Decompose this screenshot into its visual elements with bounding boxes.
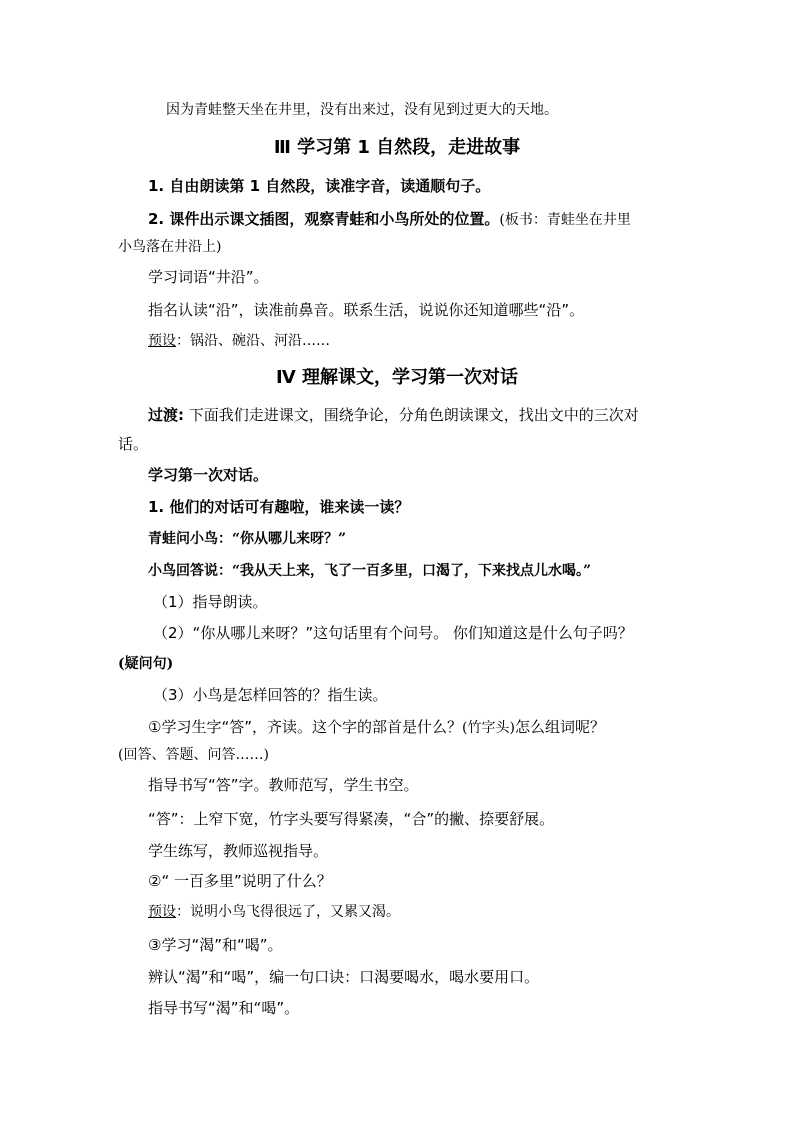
text-span: (板书：青蛙坐在井里 [499,212,631,228]
text-line: 学生练写，教师巡视指导。 [148,842,329,860]
text-line [148,331,330,351]
text-line: 话。 [118,435,149,453]
text-span: (竹字头) [462,720,515,736]
text-span: 预设 [148,904,176,920]
text-line: (疑问句) [118,656,174,672]
text-line: (回答、答题、问答……) [118,747,269,763]
text-line: 指导书写“渴”和“喝”。 [148,999,300,1017]
text-line: （2）“你从哪儿来呀？”这句话里有个问号。 你们知道这是什么句子吗？ [153,624,633,642]
text-line: （3）小鸟是怎样回答的？指生读。 [153,686,388,704]
text-span: ：锅沿、碗沿、河沿…… [176,333,330,349]
text-line: “答”：上窄下宽，竹字头要写得紧凑，“合”的撇、捺要舒展。 [148,810,555,828]
text-span: 下面我们走进课文，围绕争论，分角色朗读课文，找出文中的三次对 [184,406,639,424]
text-span: 预设 [148,333,176,349]
text-line [148,405,639,425]
text-span: ：说明小鸟飞得很远了，又累又渴。 [176,904,400,920]
text-line [148,717,605,738]
section-heading-4: Ⅳ 理解课文，学习第一次对话 [275,367,519,388]
text-line: 指导书写“答”字。教师范写，学生书空。 [148,776,419,794]
text-line: 小鸟回答说：“我从天上来，飞了一百多里，口渴了，下来找点儿水喝。” [148,563,592,579]
text-line: ②“ 一百多里”说明了什么？ [148,872,332,890]
text-line: 青蛙问小鸟：“你从哪儿来呀？” [148,531,347,547]
text-line: 辨认“渴”和“喝”，编一句口诀：口渴要喝水，喝水要用口。 [148,968,540,986]
text-line: 因为青蛙整天坐在井里，没有出来过，没有见到过更大的天地。 [166,102,558,118]
text-span: 2. 课件出示课文插图，观察青蛙和小鸟所处的位置。 [148,210,500,228]
text-span: ①学习生字“答”，齐读。这个字的部首是什么？ [148,718,462,736]
text-span: 怎么组词呢？ [514,718,605,736]
text-line: 1. 他们的对话可有趣啦，谁来读一读？ [148,498,410,516]
section-heading-3: Ⅲ 学习第 1 自然段，走进故事 [273,137,521,158]
text-line: ③学习“渴”和“喝”。 [148,936,283,954]
text-line: 指名认读“沿”，读准前鼻音。联系生活，说说你还知道哪些“沿”。 [148,301,585,319]
text-line: 1. 自由朗读第 1 自然段，读准字音，读通顺句子。 [148,177,491,195]
text-line: 学习第一次对话。 [148,466,269,484]
text-line: 小鸟落在井沿上) [118,239,222,255]
text-line [148,209,631,230]
text-line: 学习词语“井沿”。 [148,268,269,286]
text-line: （1）指导朗读。 [153,593,268,611]
text-line [148,902,400,922]
text-span: 过渡: [148,406,184,424]
